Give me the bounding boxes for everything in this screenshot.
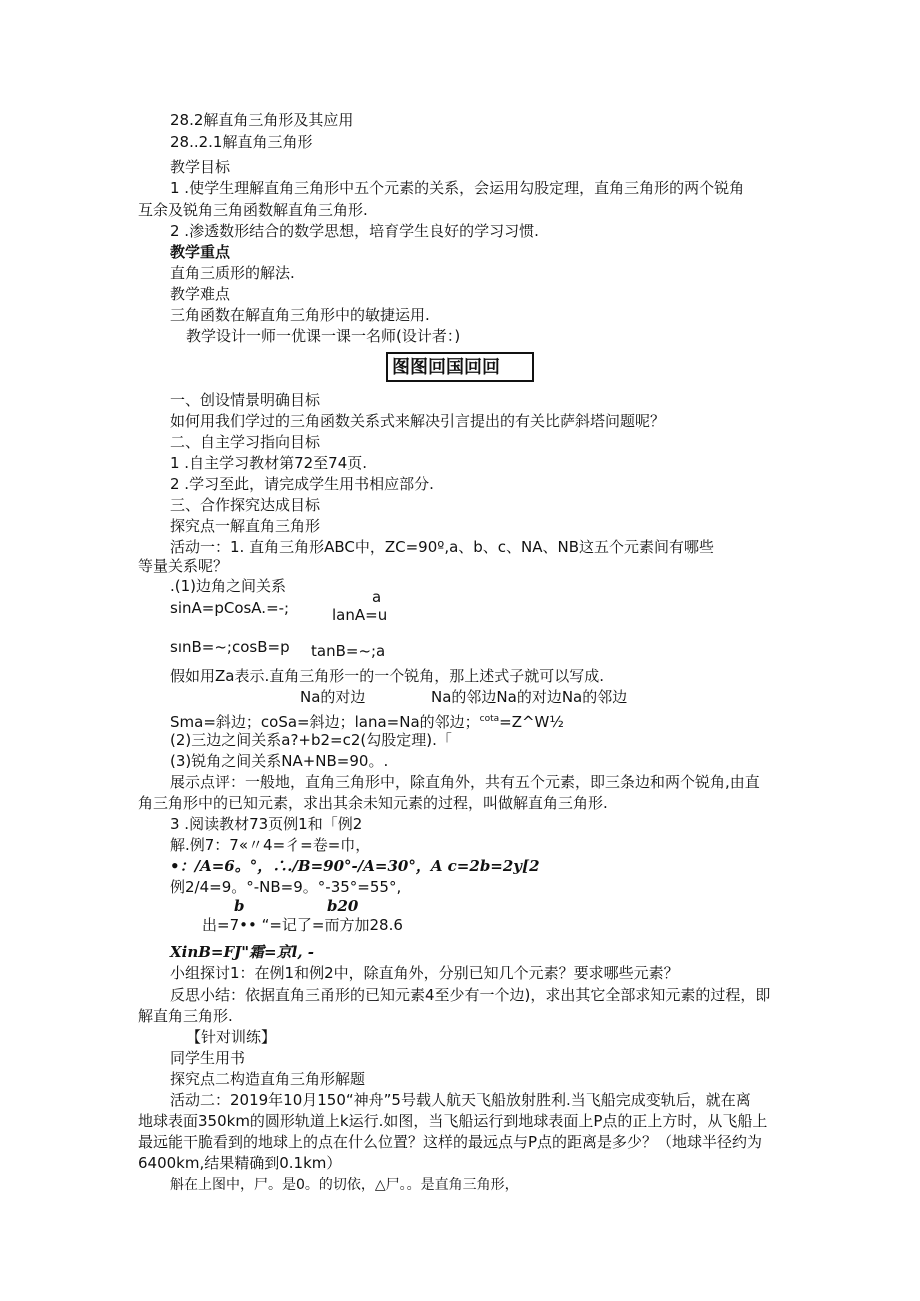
section-2-item-1: 1 .自主学习教材第72至74页. (170, 454, 368, 472)
example-line-2: •：/A=6。°，∴./B=90°-/A=30°，A c=2b=2y[2 (170, 857, 540, 875)
logo-banner (386, 352, 534, 382)
relation-2: (2)三边之间关系a?+b2=c2(勾股定理).「 (170, 731, 452, 749)
relation-3: (3)锐角之间关系NA+NB=90。. (170, 752, 389, 770)
read-textbook: 3 .阅读教材73页例1和「例2 (170, 815, 363, 833)
formula-sin-a: sinA=pCosA.=-; (170, 599, 290, 617)
formula-line (170, 709, 564, 732)
summary-line-2: 解直角三角形. (138, 1007, 233, 1025)
activity-2-line-4: 6400km,结果精确到0.1km） (138, 1154, 342, 1172)
activity-2-line-1: 活动二：2019年10月150“神舟”5号载人航天飞船放射胜利.当飞船完成变轨后，就在离 (170, 1091, 751, 1109)
relation-1-heading: .(1)边角之间关系 (170, 577, 287, 595)
logo-text: 图图回国回回 (392, 357, 500, 378)
section-2-item-2: 2 .学习至此，请完成学生用书相应部分. (170, 475, 434, 493)
group-discussion: 小组探讨1：在例1和例2中，除直角外，分别已知几个元素？要求哪些元素？ (170, 964, 679, 982)
formula-cota: cota (479, 714, 500, 724)
fraction-top-2: Na的邻边Na的对边Na的邻边 (431, 688, 628, 706)
design-note: 教学设计一师一优课一课一名师(设计者：) (186, 327, 461, 345)
goal-2: 2 .渗透数形结合的数学思想，培育学生良好的学习习惯. (170, 222, 539, 240)
formula-tan-b: tanB=~;a (311, 642, 386, 660)
training-heading: 【针对训练】 (186, 1028, 277, 1046)
example-line-6: XinB=FJ"霜=京l, - (170, 943, 314, 961)
subsection-title: 28..2.1解直角三角形 (170, 133, 313, 151)
hypothesis-line: 假如用Za表示.直角三角形一的一个锐角，那上述式子就可以写成. (170, 667, 605, 685)
example-line-4a: b (234, 897, 245, 915)
explore-point-1: 探究点一解直角三角形 (170, 517, 321, 535)
section-1-text: 如何用我们学过的三角函数关系式来解决引言提出的有关比萨斜塔问题呢？ (170, 412, 666, 430)
activity-2-line-3: 最远能干脆看到的地球上的点在什么位置？这样的最远点与P点的距离是多少？（地球半径约为 (138, 1133, 763, 1151)
example-line-4b: b20 (327, 897, 359, 915)
section-1-heading: 一、创设情景明确目标 (170, 391, 321, 409)
summary-line-1: 反思小结：依据直角三甬形的已知元素4至少有一个边)，求出其它全部求知元素的过程，即 (170, 986, 771, 1004)
difficulty-text: 三角函数在解直角三角形中的敏捷运用. (170, 306, 430, 324)
activity-1-line-1: 活动一：1. 直角三角形ABC中，ZC=90º,a、b、c、NA、NB这五个元素间有哪些 (170, 538, 715, 556)
example-line-3: 例2/4=9。°-NB=9。°-35°=55°, (170, 878, 402, 896)
key-points-heading: 教学重点 (170, 243, 231, 261)
goal-1-line-1: 1 .使学生理解直角三角形中五个元素的关系，会运用勾股定理，直角三角形的两个锐角 (170, 179, 745, 197)
activity-2-line-2: 地球表面350km的圆形轨道上k运行.如图，当飞船运行到地球表面上P点的正上方时，从飞船上 (138, 1112, 768, 1130)
activity-1-line-2: 等量关系呢？ (138, 557, 229, 575)
section-3-heading: 三、合作探究达成目标 (170, 496, 321, 514)
fraction-top-1: Na的对边 (300, 688, 366, 706)
comment-line-1: 展示点评：一般地，直角三角形中，除直角外，共有五个元素，即三条边和两个锐角,由直 (170, 773, 760, 791)
example-line-5: 出=7•• “=记了=而方加28.6 (202, 916, 403, 934)
comment-line-2: 角三角形中的已知元素，求出其余未知元素的过程，叫做解直角三角形. (138, 794, 608, 812)
section-2-heading: 二、自主学习指向目标 (170, 433, 321, 451)
explore-point-2: 探究点二构造直角三角形解题 (170, 1070, 366, 1088)
formula-tail: =Z^W½ (499, 713, 564, 731)
workbook-note: 同学生用书 (170, 1049, 246, 1067)
formula-tan-a: lanA=u (332, 606, 388, 624)
solution-line: 斛在上图中，尸。是0。的切依，△尸。。是直角三角形， (170, 1177, 519, 1193)
goal-1-line-2: 互余及锐角三角函数解直角三角形. (138, 201, 368, 219)
formula-sin-b: sınB=~;cosB=p (170, 638, 290, 656)
key-points-text: 直角三质形的解法. (170, 264, 295, 282)
section-title: 28.2解直角三角形及其应用 (170, 111, 354, 129)
example-line-1: 解.例7：7«〃4=彳=卷=巾， (170, 836, 371, 854)
formula-tan-a-numerator: a (372, 588, 382, 606)
goals-heading: 教学目标 (170, 158, 231, 176)
difficulty-heading: 教学难点 (170, 285, 231, 303)
formula-main: Sma=斜边；coSa=斜边；lana=Na的邻边； (170, 713, 480, 731)
